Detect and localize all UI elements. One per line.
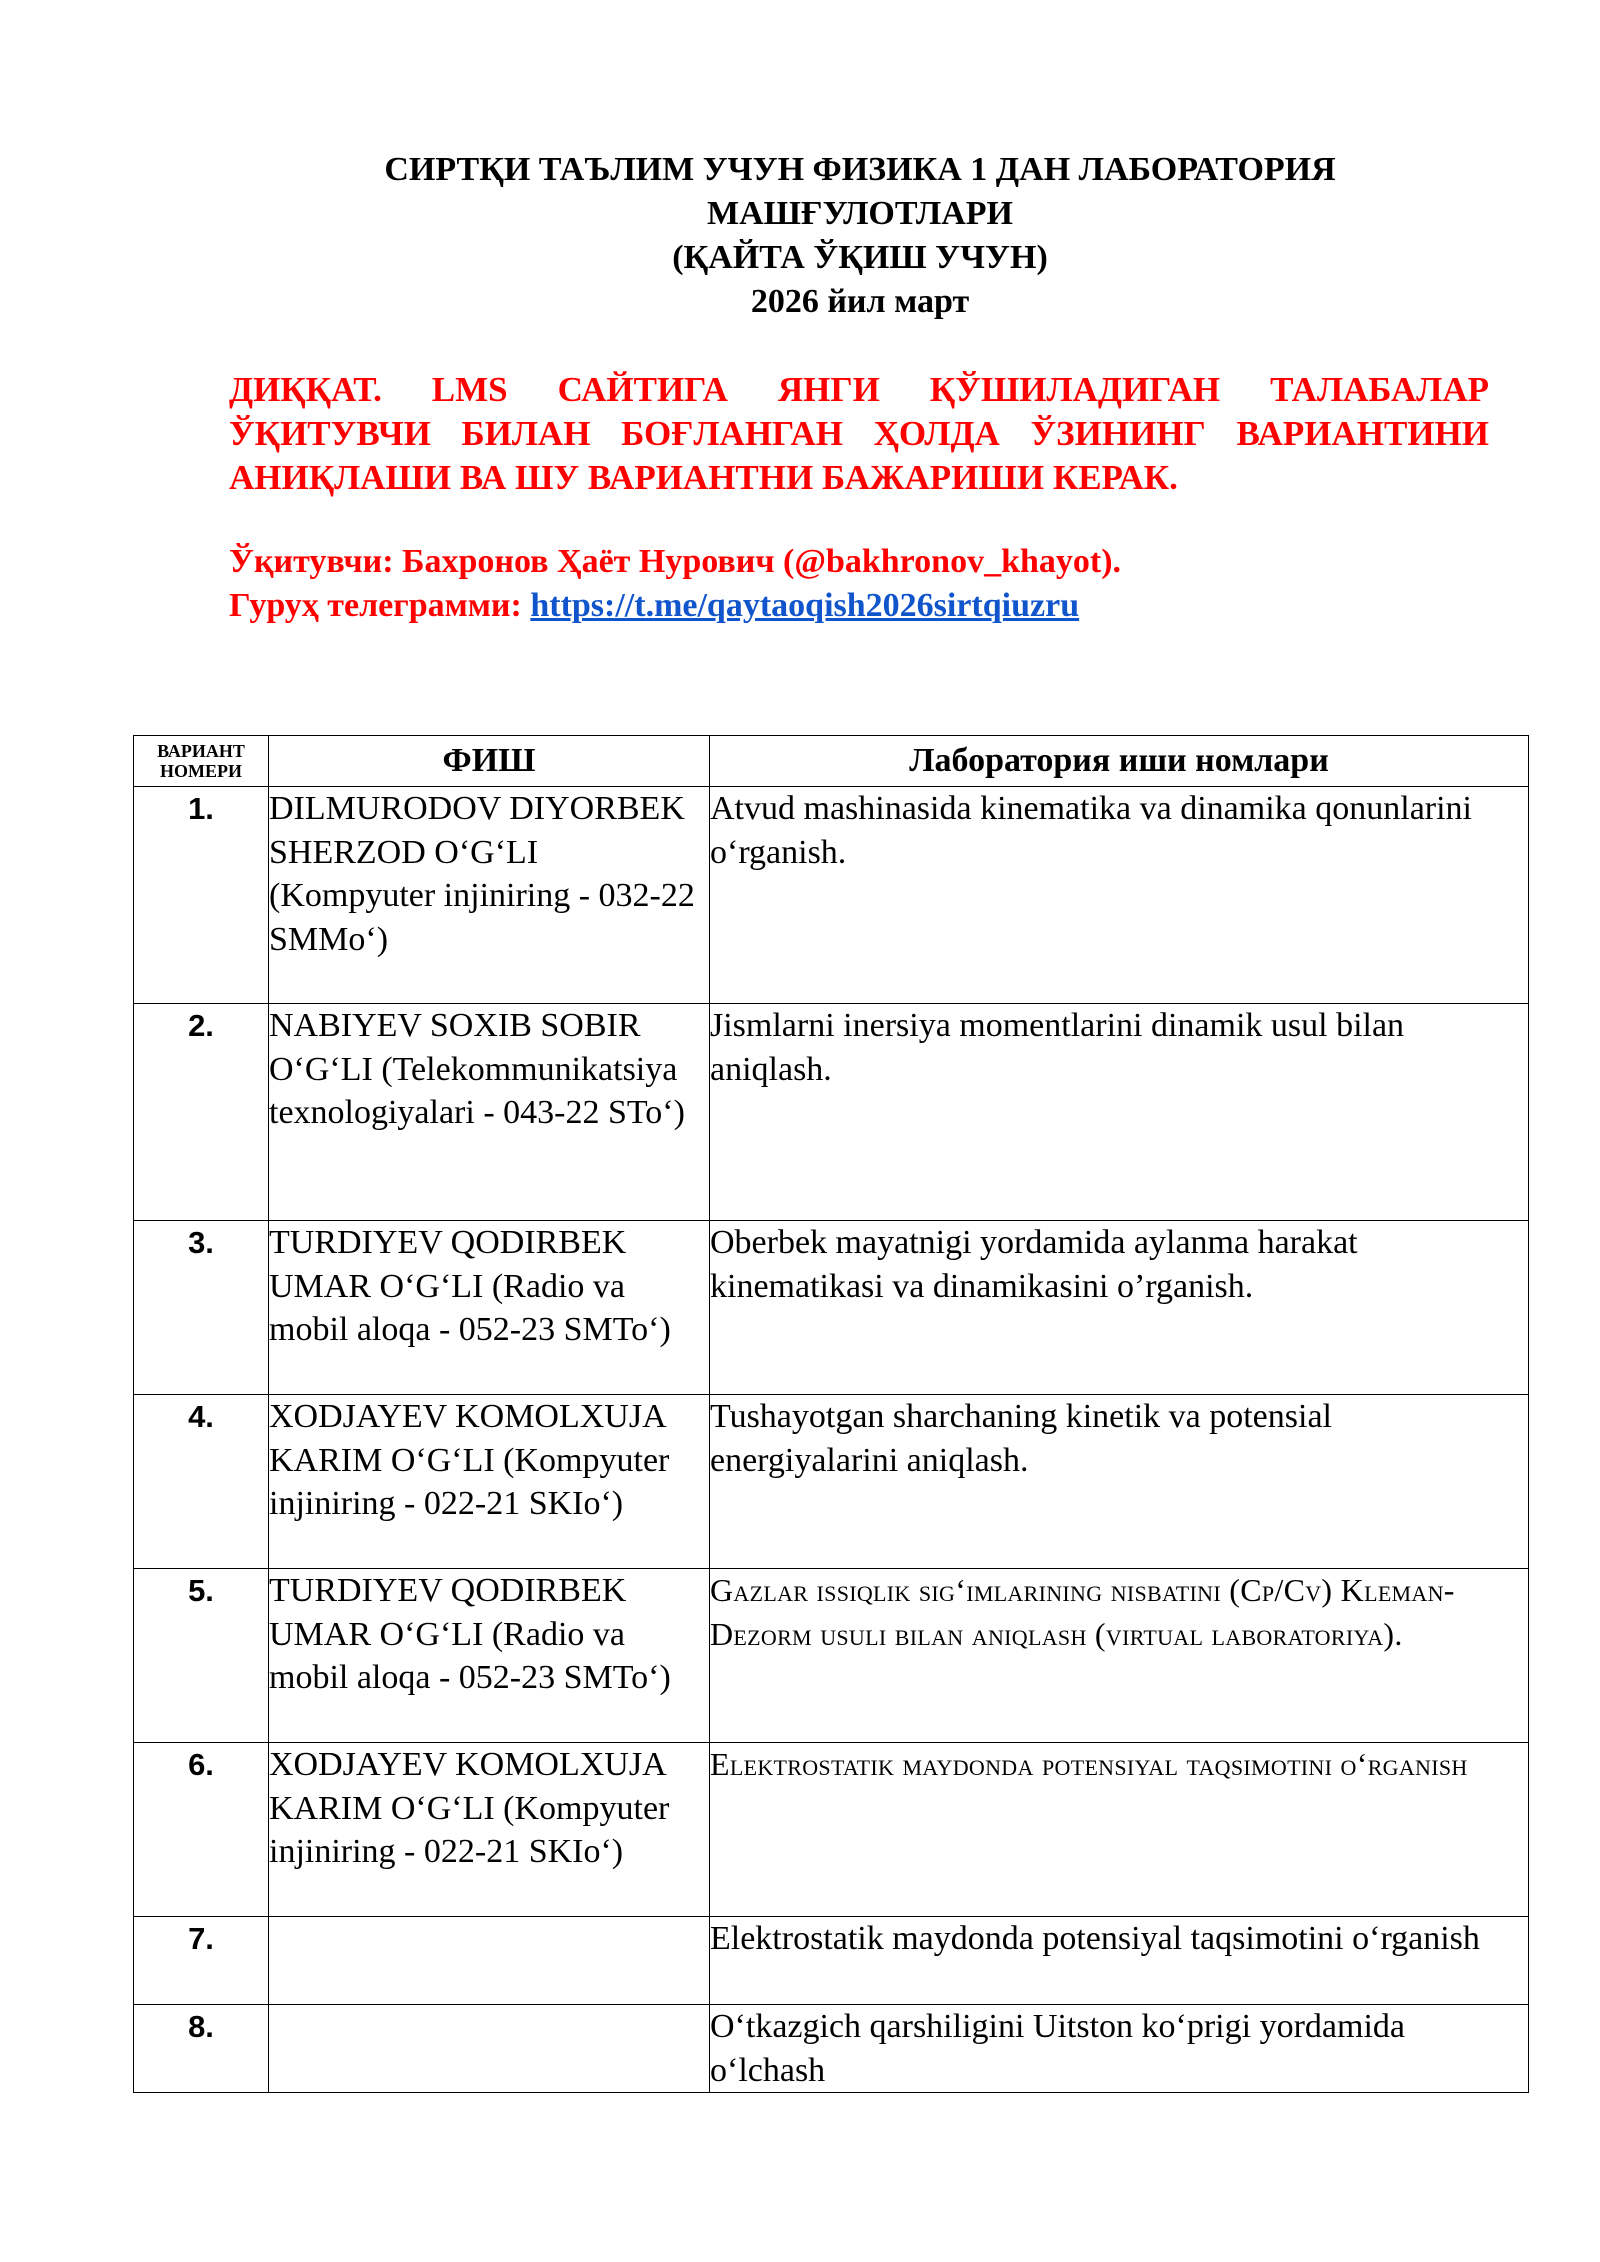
- student-name: [269, 2005, 710, 2093]
- table-row: [134, 1569, 1529, 1743]
- lab-title: Jismlarni inersiya momentlarini dinamik usul bilan aniqlash.: [710, 1004, 1529, 1221]
- student-name: XODJAYEV KOMOLXUJA KARIM O‘G‘LI (Kompyuter injiniring - 022-21 SKIo‘): [269, 1395, 710, 1569]
- variant-number: 6.: [134, 1743, 269, 1917]
- table-row: [134, 1221, 1529, 1395]
- table-row: [134, 1917, 1529, 2005]
- title-date: 2026 йил март: [750, 283, 970, 320]
- table-row: [134, 787, 1529, 1004]
- group-telegram-link[interactable]: https://t.me/qaytaoqish2026sirtqiuzru: [530, 587, 1080, 624]
- student-name: TURDIYEV QODIRBEK UMAR O‘G‘LI (Radio va mobil aloqa - 052-23 SMTo‘): [269, 1221, 710, 1395]
- teacher-info: Ўқитувчи: Бахронов Ҳаёт Нурович (@bakhronov_khayot).: [229, 543, 1122, 580]
- title-line-2: МАШҒУЛОТЛАРИ: [707, 195, 1013, 232]
- table-header-row: [134, 736, 1529, 787]
- lab-title: O‘tkazgich qarshiligini Uitston ko‘prigi yordamida o‘lchash: [710, 2005, 1529, 2093]
- title-line-3: (ҚАЙТА ЎҚИШ УЧУН): [672, 239, 1048, 276]
- student-name: DILMURODOV DIYORBEK SHERZOD O‘G‘LI (Kompyuter injiniring - 032-22 SMMo‘): [269, 787, 710, 1004]
- lab-assignments-table: [133, 735, 1529, 2093]
- table-row: [134, 2005, 1529, 2093]
- variant-number: 1.: [134, 787, 269, 1004]
- attention-notice: ДИҚҚАТ. LMS САЙТИГА ЯНГИ ҚЎШИЛАДИГАН ТАЛАБАЛАР ЎҚИТУВЧИ БИЛАН БОҒЛАНГАН ҲОЛДА ЎЗИНИНГ ВАРИАНТИНИ АНИҚЛАШИ ВА ШУ ВАРИАНТНИ БАЖАРИШИ КЕРАК.: [229, 370, 1489, 497]
- variant-number: 8.: [134, 2005, 269, 2093]
- table-row: [134, 1743, 1529, 1917]
- lab-title: Elektrostatik maydonda potensiyal taqsimotini o‘rganish: [710, 1743, 1529, 1917]
- lab-title: Gazlar issiqlik sig‘imlarining nisbatini (Cp/Cv) Kleman-Dezorm usuli bilan aniqlash (virtual laboratoriya).: [710, 1569, 1529, 1743]
- lab-title: Tushayotgan sharchaning kinetik va potensial energiyalarini aniqlash.: [710, 1395, 1529, 1569]
- student-name: TURDIYEV QODIRBEK UMAR O‘G‘LI (Radio va mobil aloqa - 052-23 SMTo‘): [269, 1569, 710, 1743]
- student-name: [269, 1917, 710, 2005]
- title-line-1: СИРТҚИ ТАЪЛИМ УЧУН ФИЗИКА 1 ДАН ЛАБОРАТОРИЯ: [384, 151, 1336, 188]
- header-variant-number: ВАРИАНТ НОМЕРИ: [134, 736, 269, 787]
- student-name: NABIYEV SOXIB SOBIR O‘G‘LI (Telekommunikatsiya texnologiyalari - 043-22 STo‘): [269, 1004, 710, 1221]
- variant-number: 7.: [134, 1917, 269, 2005]
- lab-title: Atvud mashinasida kinematika va dinamika qonunlarini o‘rganish.: [710, 787, 1529, 1004]
- contact-block: [229, 540, 1489, 628]
- variant-number: 2.: [134, 1004, 269, 1221]
- variant-number: 3.: [134, 1221, 269, 1395]
- group-telegram: [229, 584, 1489, 628]
- table-row: [134, 1004, 1529, 1221]
- variant-number: 4.: [134, 1395, 269, 1569]
- student-name: XODJAYEV KOMOLXUJA KARIM O‘G‘LI (Kompyuter injiniring - 022-21 SKIo‘): [269, 1743, 710, 1917]
- table-row: [134, 1395, 1529, 1569]
- variant-number: 5.: [134, 1569, 269, 1743]
- header-full-name: ФИШ: [269, 736, 710, 787]
- lab-title: Oberbek mayatnigi yordamida aylanma harakat kinematikasi va dinamikasini o’rganish.: [710, 1221, 1529, 1395]
- header-lab-title: Лаборатория иши номлари: [710, 736, 1529, 787]
- document-title: [200, 148, 1520, 324]
- lab-title: Elektrostatik maydonda potensiyal taqsimotini o‘rganish: [710, 1917, 1529, 2005]
- group-telegram-label: Гуруҳ телеграмми:: [229, 587, 531, 624]
